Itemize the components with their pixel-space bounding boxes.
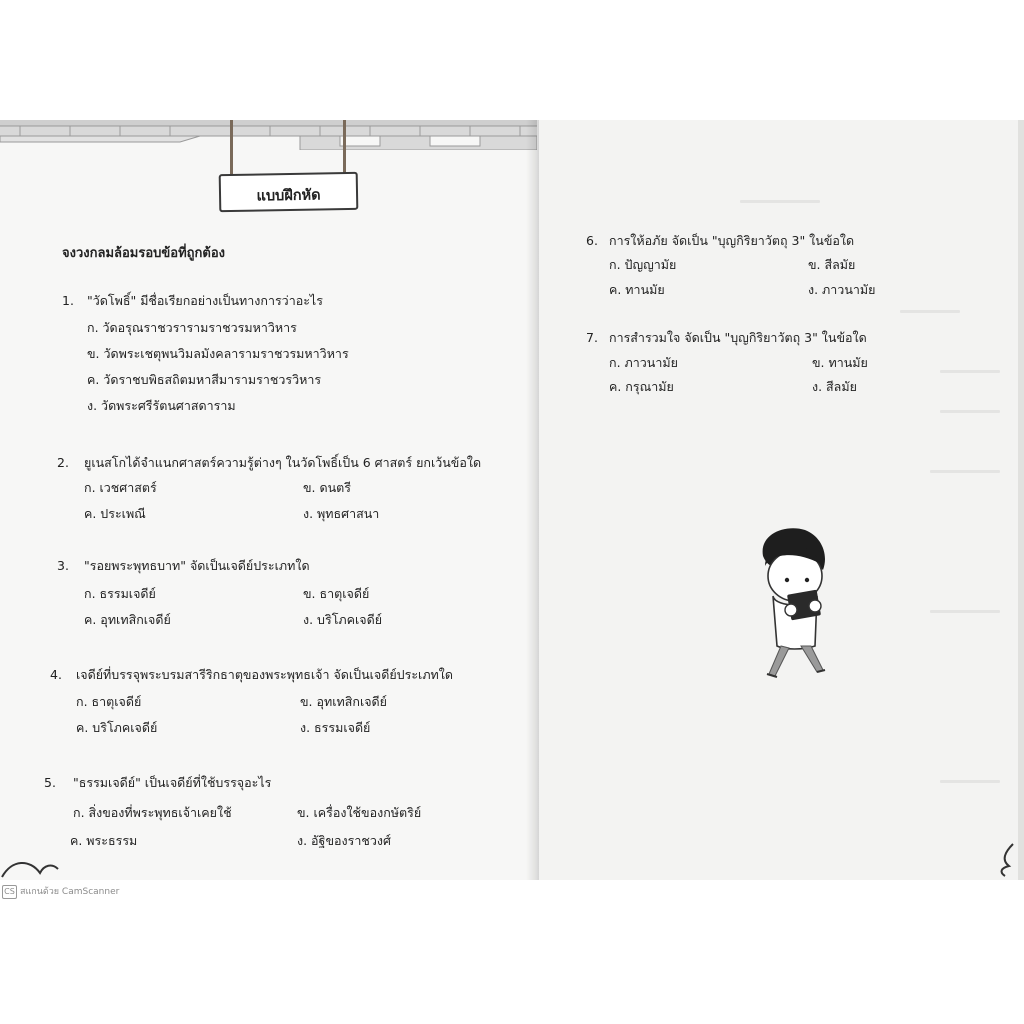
exercise-sign bbox=[219, 172, 359, 212]
question-5-option-b[interactable]: ข. เครื่องใช้ของกษัตริย์ bbox=[297, 805, 422, 820]
show-through-line bbox=[940, 410, 1000, 413]
exercise-title: แบบฝึกหัด bbox=[256, 187, 321, 205]
question-6-option-b[interactable]: ข. สีลมัย bbox=[808, 257, 856, 272]
question-3-number: 3. bbox=[57, 558, 69, 573]
question-3-text: "รอยพระพุทธบาท" จัดเป็นเจดีย์ประเภทใด bbox=[84, 558, 310, 573]
question-4-option-b[interactable]: ข. อุทเทสิกเจดีย์ bbox=[300, 694, 387, 709]
camscanner-watermark-text: สแกนด้วย CamScanner bbox=[20, 887, 120, 897]
show-through-line bbox=[740, 200, 820, 203]
show-through-line bbox=[930, 610, 1000, 613]
question-1-option-b[interactable]: ข. วัดพระเชตุพนวิมลมังคลารามราชวรมหาวิหาร bbox=[87, 346, 349, 361]
page-edge bbox=[1018, 120, 1024, 880]
question-5-option-a[interactable]: ก. สิ่งของที่พระพุทธเจ้าเคยใช้ bbox=[73, 805, 232, 820]
left-page bbox=[0, 120, 537, 880]
question-6-option-a[interactable]: ก. ปัญญามัย bbox=[609, 257, 677, 272]
question-2-option-a[interactable]: ก. เวชศาสตร์ bbox=[84, 480, 157, 495]
show-through-line bbox=[930, 470, 1000, 473]
question-7-option-b[interactable]: ข. ทานมัย bbox=[812, 355, 868, 370]
background-bottom bbox=[0, 880, 1024, 1024]
instruction-text: จงวงกลมล้อมรอบข้อที่ถูกต้อง bbox=[62, 246, 226, 261]
question-2-text: ยูเนสโกได้จำแนกศาสตร์ความรู้ต่างๆ ในวัดโพธิ์เป็น 6 ศาสตร์ ยกเว้นข้อใด bbox=[84, 455, 482, 470]
question-2-option-d[interactable]: ง. พุทธศาสนา bbox=[303, 506, 380, 521]
question-1-option-c[interactable]: ค. วัดราชบพิธสถิตมหาสีมารามราชวรวิหาร bbox=[87, 372, 322, 387]
background-top bbox=[0, 0, 1024, 120]
question-3-option-d[interactable]: ง. บริโภคเจดีย์ bbox=[303, 612, 383, 627]
corner-swirl-left bbox=[0, 855, 60, 880]
question-3-option-c[interactable]: ค. อุทเทสิกเจดีย์ bbox=[84, 612, 171, 627]
question-5-number: 5. bbox=[44, 775, 56, 790]
show-through-line bbox=[940, 780, 1000, 783]
question-4-option-c[interactable]: ค. บริโภคเจดีย์ bbox=[76, 720, 158, 735]
show-through-line bbox=[940, 370, 1000, 373]
question-1-number: 1. bbox=[62, 293, 74, 308]
question-2-option-c[interactable]: ค. ประเพณี bbox=[84, 506, 146, 521]
sign-rope-right bbox=[343, 120, 346, 176]
question-4-option-a[interactable]: ก. ธาตุเจดีย์ bbox=[76, 694, 142, 709]
question-3-option-b[interactable]: ข. ธาตุเจดีย์ bbox=[303, 586, 370, 601]
question-2-option-b[interactable]: ข. ดนตรี bbox=[303, 480, 351, 495]
question-6-option-c[interactable]: ค. ทานมัย bbox=[609, 282, 665, 297]
question-1-option-a[interactable]: ก. วัดอรุณราชวรารามราชวรมหาวิหาร bbox=[87, 320, 297, 335]
camscanner-logo-icon: CS bbox=[2, 885, 17, 899]
corner-swirl-right bbox=[995, 842, 1017, 878]
question-5-option-c[interactable]: ค. พระธรรม bbox=[70, 833, 138, 848]
question-7-number: 7. bbox=[586, 330, 598, 345]
question-1-text: "วัดโพธิ์" มีชื่อเรียกอย่างเป็นทางการว่าอะไร bbox=[87, 293, 323, 308]
camscanner-watermark bbox=[2, 884, 119, 899]
question-7-option-d[interactable]: ง. สีลมัย bbox=[812, 379, 857, 394]
question-7-text: การสำรวมใจ จัดเป็น "บุญกิริยาวัตถุ 3" ในข้อใด bbox=[609, 330, 867, 345]
show-through-line bbox=[900, 310, 960, 313]
question-5-text: "ธรรมเจดีย์" เป็นเจดีย์ที่ใช้บรรจุอะไร bbox=[73, 775, 272, 790]
question-1-option-d[interactable]: ง. วัดพระศรีรัตนศาสดาราม bbox=[87, 398, 236, 413]
question-6-number: 6. bbox=[586, 233, 598, 248]
question-7-option-c[interactable]: ค. กรุณามัย bbox=[609, 379, 674, 394]
question-5-option-d[interactable]: ง. อัฐิของราชวงศ์ bbox=[297, 833, 391, 848]
question-3-option-a[interactable]: ก. ธรรมเจดีย์ bbox=[84, 586, 156, 601]
question-6-option-d[interactable]: ง. ภาวนามัย bbox=[808, 282, 876, 297]
question-7-option-a[interactable]: ก. ภาวนามัย bbox=[609, 355, 678, 370]
sign-rope-left bbox=[230, 120, 233, 176]
question-4-option-d[interactable]: ง. ธรรมเจดีย์ bbox=[300, 720, 371, 735]
boy-reading-illustration bbox=[755, 524, 835, 684]
question-4-number: 4. bbox=[50, 667, 62, 682]
question-4-text: เจดีย์ที่บรรจุพระบรมสารีริกธาตุของพระพุทธเจ้า จัดเป็นเจดีย์ประเภทใด bbox=[76, 667, 454, 682]
question-6-text: การให้อภัย จัดเป็น "บุญกิริยาวัตถุ 3" ในข้อใด bbox=[609, 233, 855, 248]
question-2-number: 2. bbox=[57, 455, 69, 470]
brick-wall-border bbox=[0, 120, 537, 150]
